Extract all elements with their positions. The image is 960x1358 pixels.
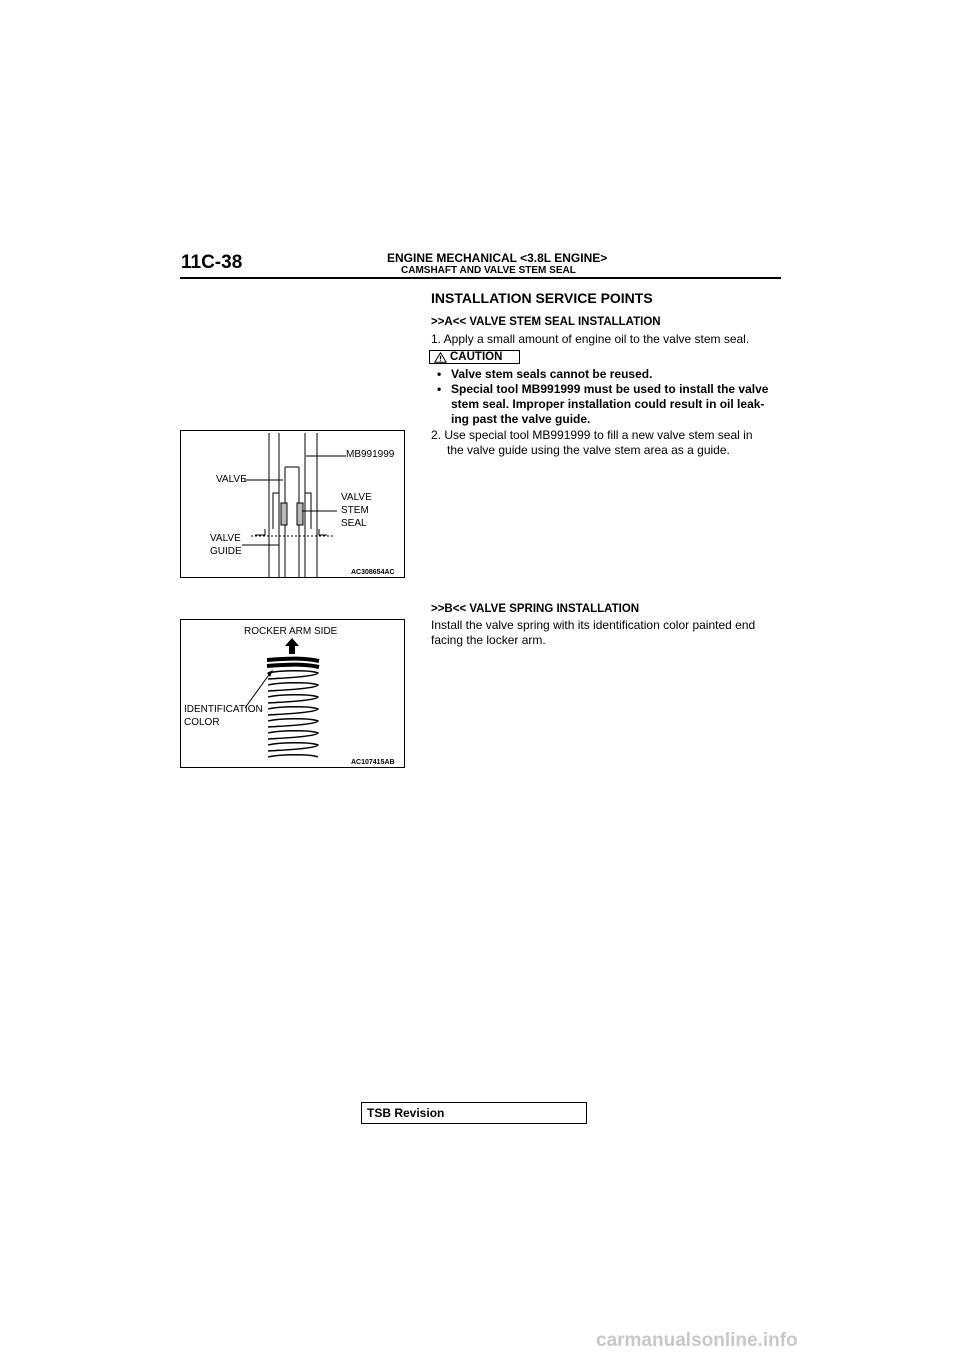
figure-label-seal: SEAL [341,518,367,529]
caution-bullet: • Special tool MB991999 must be used to install the valve stem seal. Improper installation could result in oil leak- ing past the valve guide. [437,382,769,426]
step-a-step1: 1. Apply a small amount of engine oil to the valve stem seal. [431,332,750,346]
watermark: carmanualsonline.info [596,1330,798,1351]
caution-label: CAUTION [450,351,503,363]
figure-id: AC308654AC [351,569,395,576]
valve-spring-figure [180,619,405,768]
figure-label-seal: VALVE [341,492,372,503]
figure-label-seal: STEM [341,505,369,516]
tsb-revision-box [361,1102,587,1124]
up-arrow-icon [285,638,299,654]
bullet-text: stem seal. Improper installation could result in oil leak- [451,397,765,411]
bullet-text: ing past the valve guide. [451,412,591,426]
step-b-text: Install the valve spring with its identification color painted end [431,618,756,632]
figure-label-guide: GUIDE [210,546,242,557]
figure-label-valve: VALVE [216,474,247,485]
figure-label-identification-color: COLOR [184,717,220,728]
tsb-revision-label: TSB Revision [367,1106,445,1120]
header-rule [180,277,781,279]
header-title: ENGINE MECHANICAL <3.8L ENGINE> [387,251,608,265]
step-b-heading: >>B<< VALVE SPRING INSTALLATION [431,603,640,615]
figure-label-guide: VALVE [210,533,241,544]
page-number: 11C-38 [181,252,243,273]
caution-bullet: • Valve stem seals cannot be reused. [437,367,653,381]
caution-box [429,350,520,364]
figure-label-rocker-arm-side: ROCKER ARM SIDE [244,626,338,637]
step-a-step2: 2. Use special tool MB991999 to fill a new valve stem seal in [431,428,753,442]
step-a-heading: >>A<< VALVE STEM SEAL INSTALLATION [431,316,661,328]
bullet-text: Valve stem seals cannot be reused. [451,367,653,381]
figure-label-identification-color: IDENTIFICATION [184,704,263,715]
header-subtitle: CAMSHAFT AND VALVE STEM SEAL [401,265,576,276]
figure-id: AC107415AB [351,759,395,766]
valve-spring-drawing [181,620,406,769]
step-b-text: facing the locker arm. [431,633,546,647]
valve-stem-seal-figure [180,430,405,578]
step-a-step2: the valve guide using the valve stem area as a guide. [447,443,730,457]
bullet-text: Special tool MB991999 must be used to install the valve [451,382,769,396]
section-title: INSTALLATION SERVICE POINTS [431,290,653,306]
warning-triangle-icon [434,352,447,363]
figure-label-tool: MB991999 [346,449,395,460]
